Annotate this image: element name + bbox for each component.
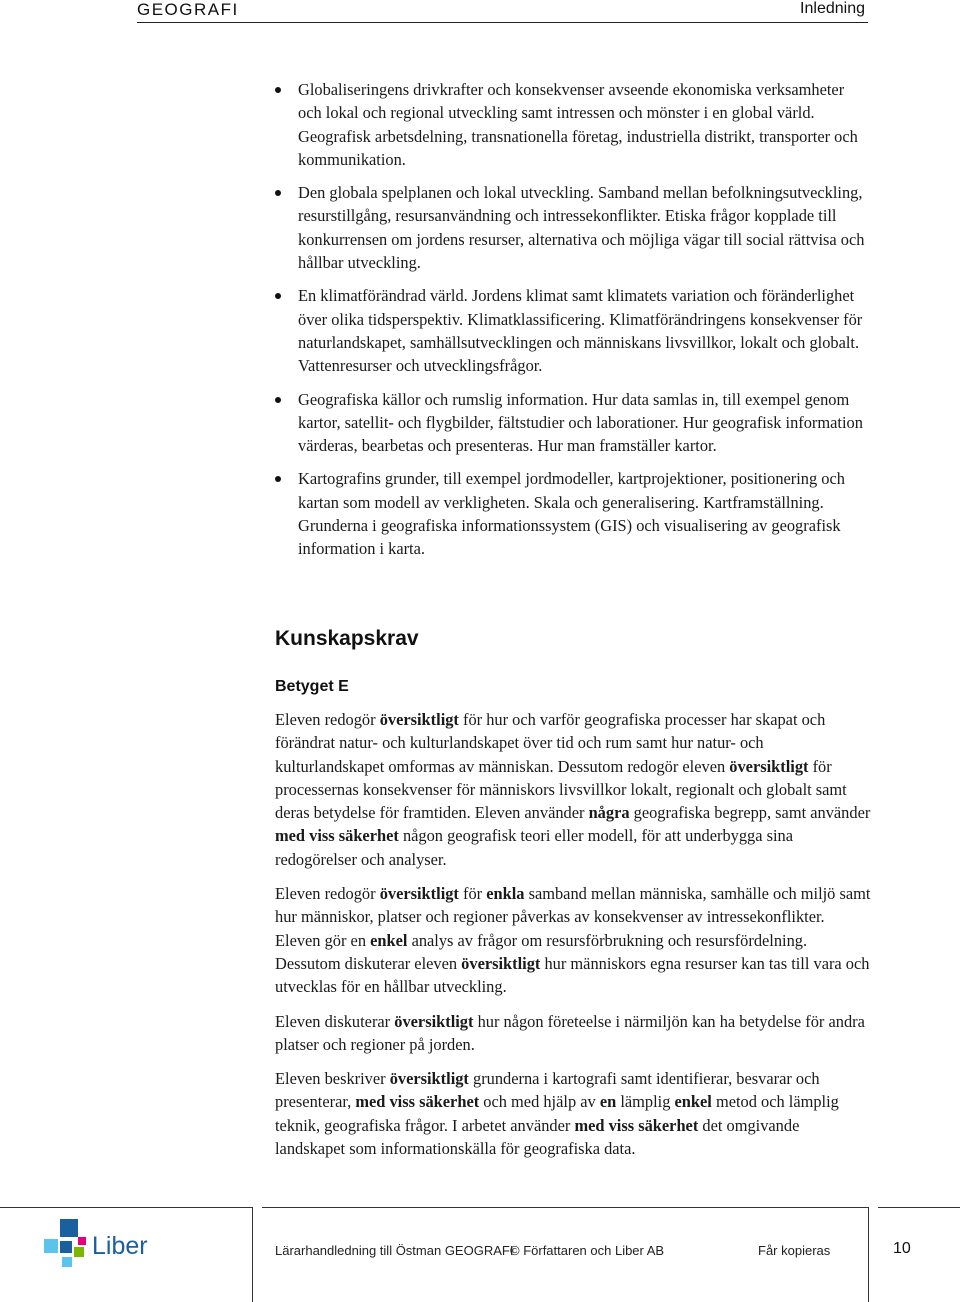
footer-divider <box>262 1207 868 1208</box>
footer-copyright: © Författaren och Liber AB <box>510 1243 665 1258</box>
grade-criteria-body <box>275 708 871 1171</box>
footer-vertical-divider <box>252 1207 253 1302</box>
criteria-paragraph: Eleven diskuterar översiktligt hur någon företeelse i närmiljön kan ha betydelse för andra platser och regioner på jorden. <box>275 1011 865 1054</box>
header-subject: GEOGRAFI <box>137 0 239 19</box>
footer-divider <box>878 1207 960 1208</box>
list-item: Globaliseringens drivkrafter och konsekvenser avseende ekonomiska verksamheter och lokal och regional utveckling samt intressen och mönster i en global värld. Geografisk arbetsdelning, transnationella företag, industriella distrikt, transporter och kommunikation. <box>298 78 870 171</box>
criteria-paragraph: Eleven redogör översiktligt för enkla samband mellan människa, samhälle och miljö samt hur människor, platser och regioner påverkas av konsekvenser av intressekonflikter. Eleven gör en enkel analys av frågor om resursförbrukning och resursfördelning. Dessutom diskuterar eleven översiktligt hur människors egna resurser kan tas till vara och utvecklas för en hållbar utveckling. <box>275 884 871 997</box>
logo-text: Liber <box>92 1232 148 1260</box>
list-item: Kartografins grunder, till exempel jordmodeller, kartprojektioner, positionering och kartan som modell av verkligheten. Skala och generalisering. Kartframställning. Grunderna i geografiska informationssystem (GIS) och visualisering av geografisk information i karta. <box>298 467 870 560</box>
criteria-paragraph: Eleven beskriver översiktligt grunderna i kartografi samt identifierar, besvarar och presenterar, med viss säkerhet och med hjälp av en lämplig enkel metod och lämplig teknik, geografiska frågor. I arbetet använder med viss säkerhet det omgivande landskapet som informationskälla för geografiska data. <box>275 1069 839 1159</box>
page-header <box>137 0 868 23</box>
footer-copy-note: Får kopieras <box>758 1243 831 1258</box>
footer-book-title: Lärarhandledning till Östman GEOGRAFI <box>275 1243 514 1258</box>
criteria-paragraph: Eleven redogör översiktligt för hur och varför geografiska processer har skapat och förändrat natur- och kulturlandskapet över tid och rum samt hur natur- och kulturlandskapet omformas av människan. Dessutom redogör eleven översiktligt för processernas konsekvenser för människors livsvillkor lokalt, regionalt och globalt samt deras betydelse för framtiden. Eleven använder några geografiska begrepp, samt använder med viss säkerhet någon geografisk teori eller modell, för att underbygga sina redogörelser och analyser. <box>275 710 871 869</box>
page-number: 10 <box>893 1240 911 1257</box>
footer-divider <box>0 1207 252 1208</box>
section-title: Kunskapskrav <box>275 627 419 650</box>
list-item: Geografiska källor och rumslig information. Hur data samlas in, till exempel genom kartor, satellit- och flygbilder, fältstudier och laborationer. Hur geografisk information värderas, bearbetas och presenteras. Hur man framställer kartor. <box>298 388 870 458</box>
grade-subtitle: Betyget E <box>275 678 349 695</box>
content-bullet-list <box>298 78 870 571</box>
footer-vertical-divider <box>868 1207 869 1302</box>
list-item: Den globala spelplanen och lokal utveckling. Samband mellan befolkningsutveckling, resurstillgång, resursanvändning och intressekonflikter. Etiska frågor kopplade till konkurrensen om jordens resurser, alternativa och möjliga vägar till social rättvisa och hållbar utveckling. <box>298 181 870 274</box>
header-chapter: Inledning <box>800 0 865 17</box>
list-item: En klimatförändrad värld. Jordens klimat samt klimatets variation och föränderlighet över olika tidsperspektiv. Klimatklassificering. Klimatförändringens konsekvenser för naturlandskapet, samhällsutvecklingen och människans livsvillkor, lokalt och globalt. Vattenresurser och utvecklingsfrågor. <box>298 284 870 377</box>
